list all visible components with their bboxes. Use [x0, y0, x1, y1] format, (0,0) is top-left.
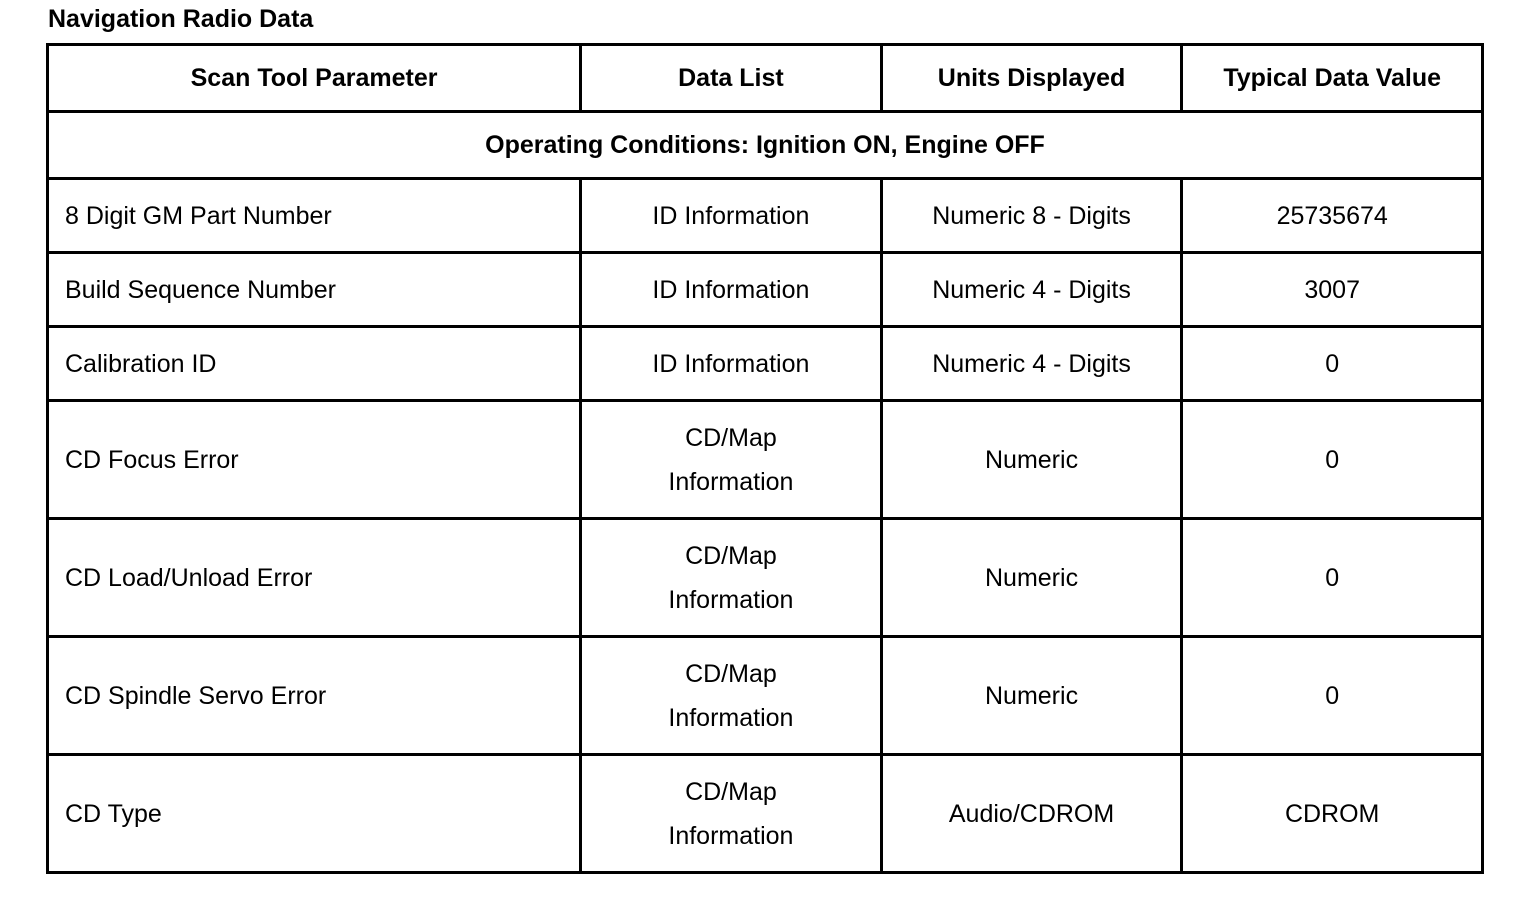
column-header-data-list: Data List: [581, 45, 882, 112]
typical-value-cell: 25735674: [1182, 179, 1483, 253]
table-row: [48, 755, 1483, 873]
units-cell: Audio/CDROM: [881, 755, 1182, 873]
data-list-cell: [581, 637, 882, 755]
table-row: [48, 401, 1483, 519]
data-list-cell: [581, 179, 882, 253]
units-cell: Numeric 4 - Digits: [881, 327, 1182, 401]
parameter-cell: CD Load/Unload Error: [48, 519, 581, 637]
units-cell: Numeric: [881, 401, 1182, 519]
data-list-cell: [581, 401, 882, 519]
parameter-cell: 8 Digit GM Part Number: [48, 179, 581, 253]
units-cell: Numeric 4 - Digits: [881, 253, 1182, 327]
data-list-text: CD/Map Information: [668, 777, 794, 850]
table-row: [48, 327, 1483, 401]
header-row: [48, 45, 1483, 112]
data-list-text: CD/Map Information: [668, 541, 794, 614]
data-list-cell: [581, 519, 882, 637]
typical-value-cell: 3007: [1182, 253, 1483, 327]
typical-value-cell: CDROM: [1182, 755, 1483, 873]
operating-conditions: Operating Conditions: Ignition ON, Engine OFF: [48, 112, 1483, 179]
units-cell: Numeric: [881, 519, 1182, 637]
parameter-cell: Build Sequence Number: [48, 253, 581, 327]
typical-value-cell: 0: [1182, 401, 1483, 519]
units-cell: Numeric 8 - Digits: [881, 179, 1182, 253]
table-row: [48, 253, 1483, 327]
section-row: [48, 112, 1483, 179]
typical-value-cell: 0: [1182, 519, 1483, 637]
typical-value-cell: 0: [1182, 327, 1483, 401]
table-row: [48, 637, 1483, 755]
data-list-text: CD/Map Information: [668, 659, 794, 732]
column-header-units: Units Displayed: [881, 45, 1182, 112]
column-header-typical-value: Typical Data Value: [1182, 45, 1483, 112]
data-table: [46, 43, 1484, 874]
typical-value-cell: 0: [1182, 637, 1483, 755]
data-list-text: ID Information: [652, 201, 810, 230]
parameter-cell: CD Focus Error: [48, 401, 581, 519]
data-list-cell: [581, 253, 882, 327]
table-row: [48, 519, 1483, 637]
parameter-cell: Calibration ID: [48, 327, 581, 401]
data-list-cell: [581, 755, 882, 873]
parameter-cell: CD Spindle Servo Error: [48, 637, 581, 755]
parameter-cell: CD Type: [48, 755, 581, 873]
table-row: [48, 179, 1483, 253]
data-list-text: ID Information: [652, 275, 810, 304]
units-cell: Numeric: [881, 637, 1182, 755]
data-list-text: CD/Map Information: [668, 423, 794, 496]
page-title: Navigation Radio Data: [48, 5, 314, 33]
data-list-text: ID Information: [652, 349, 810, 378]
column-header-parameter: Scan Tool Parameter: [48, 45, 581, 112]
data-list-cell: [581, 327, 882, 401]
